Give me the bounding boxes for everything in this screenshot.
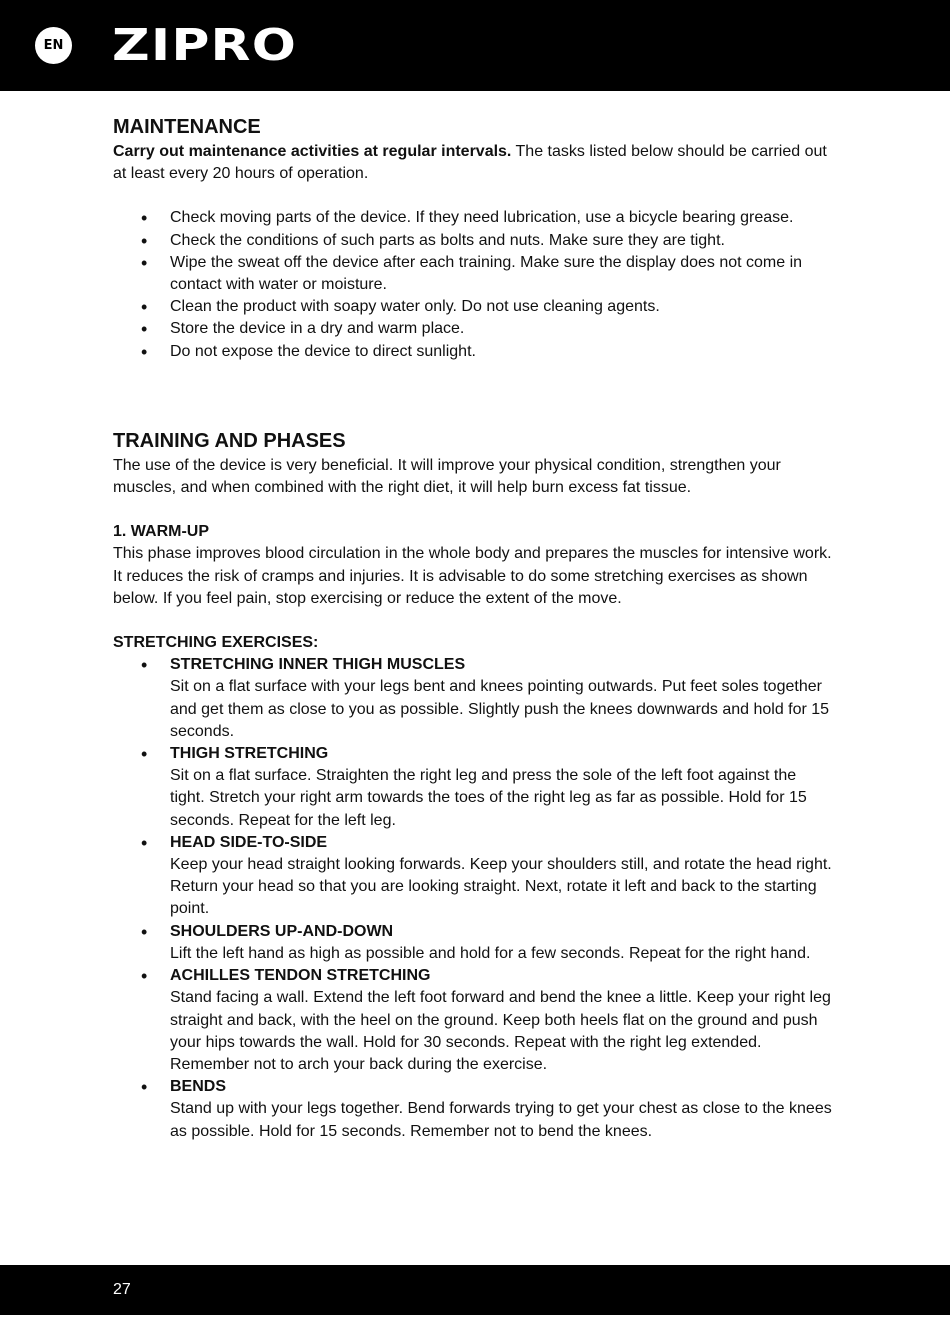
exercise-name: • THIGH STRETCHING [170, 745, 329, 763]
list-item [113, 743, 833, 832]
exercise-name: • STRETCHING INNER THIGH MUSCLES [170, 656, 466, 674]
page-content [113, 113, 833, 1143]
list-item [113, 965, 833, 1076]
exercise-text: Stand up with your legs together. Bend forwards trying to get your chest as close to the knees as possible. Hold for 15 seconds. Remember not to bend the knees. [170, 1100, 832, 1140]
exercise-name: • HEAD SIDE-TO-SIDE [170, 833, 328, 851]
list-item: • Check moving parts of the device. If they need lubrication, use a bicycle bearing grease. [113, 207, 833, 229]
language-badge: EN [35, 27, 72, 64]
exercise-name: • ACHILLES TENDON STRETCHING [170, 967, 431, 985]
exercise-text: Sit on a flat surface with your legs bent and knees pointing outwards. Put feet soles together and get them as close to you as possible. Slightly push the knees downwards and hold for 15 seconds. [170, 678, 830, 740]
list-item [113, 921, 833, 965]
exercise-text: Sit on a flat surface. Straighten the right leg and press the sole of the left foot against the tight. Stretch your right arm towards the toes of the right leg as far as possible. Hold for 15 seconds. Repeat for the left leg. [170, 767, 807, 829]
exercise-text: Stand facing a wall. Extend the left foot forward and bend the knee a little. Keep your right leg straight and back, with the heel on the ground. Keep both heels flat on the ground and push your hips towards the wall. Hold for 30 seconds. Repeat with the right leg extended. Remember not to arch your back during the exercise. [170, 989, 831, 1073]
list-item [113, 654, 833, 743]
list-item [113, 1076, 833, 1143]
list-item: • Wipe the sweat off the device after each training. Make sure the display does not come in contact with water or moisture. [113, 252, 833, 296]
training-intro: The use of the device is very beneficial. It will improve your physical condition, strengthen your muscles, and when combined with the right diet, it will help burn excess fat tissue. [113, 456, 781, 497]
maintenance-intro-rest: The tasks listed below should be carried out at least every 20 hours of operation. [113, 143, 827, 183]
list-item: • Store the device in a dry and warm place. [113, 318, 833, 340]
list-item: • Check the conditions of such parts as bolts and nuts. Make sure they are tight. [113, 230, 833, 252]
page-header [0, 0, 950, 91]
exercise-name: • SHOULDERS UP-AND-DOWN [170, 922, 394, 940]
warmup-heading: 1. WARM-UP [113, 523, 209, 541]
page-number: 27 [113, 1281, 131, 1298]
list-item [113, 832, 833, 921]
zipro-logo: ZIPRO [112, 20, 298, 71]
maintenance-list [113, 207, 833, 362]
stretching-list [113, 654, 833, 1142]
training-heading: TRAINING AND PHASES [113, 429, 346, 452]
list-item: • Clean the product with soapy water only. Do not use cleaning agents. [113, 296, 833, 318]
page-footer [0, 1265, 950, 1315]
maintenance-intro-bold: Carry out maintenance activities at regular intervals. [113, 143, 512, 160]
stretching-heading: STRETCHING EXERCISES: [113, 634, 319, 652]
exercise-text: Lift the left hand as high as possible and hold for a few seconds. Repeat for the right hand. [170, 944, 811, 962]
list-item: • Do not expose the device to direct sunlight. [113, 341, 833, 363]
exercise-name: • BENDS [170, 1078, 227, 1096]
maintenance-intro [113, 141, 833, 185]
warmup-text: This phase improves blood circulation in the whole body and prepares the muscles for intensive work. It reduces the risk of cramps and injuries. It is advisable to do some stretching exercises as shown below. If you feel pain, stop exercising or reduce the extent of the move. [113, 545, 832, 607]
exercise-text: Keep your head straight looking forwards. Keep your shoulders still, and rotate the head right. Return your head so that you are looking straight. Next, rotate it left and back to the starting point. [170, 856, 832, 918]
maintenance-heading: MAINTENANCE [113, 116, 261, 138]
